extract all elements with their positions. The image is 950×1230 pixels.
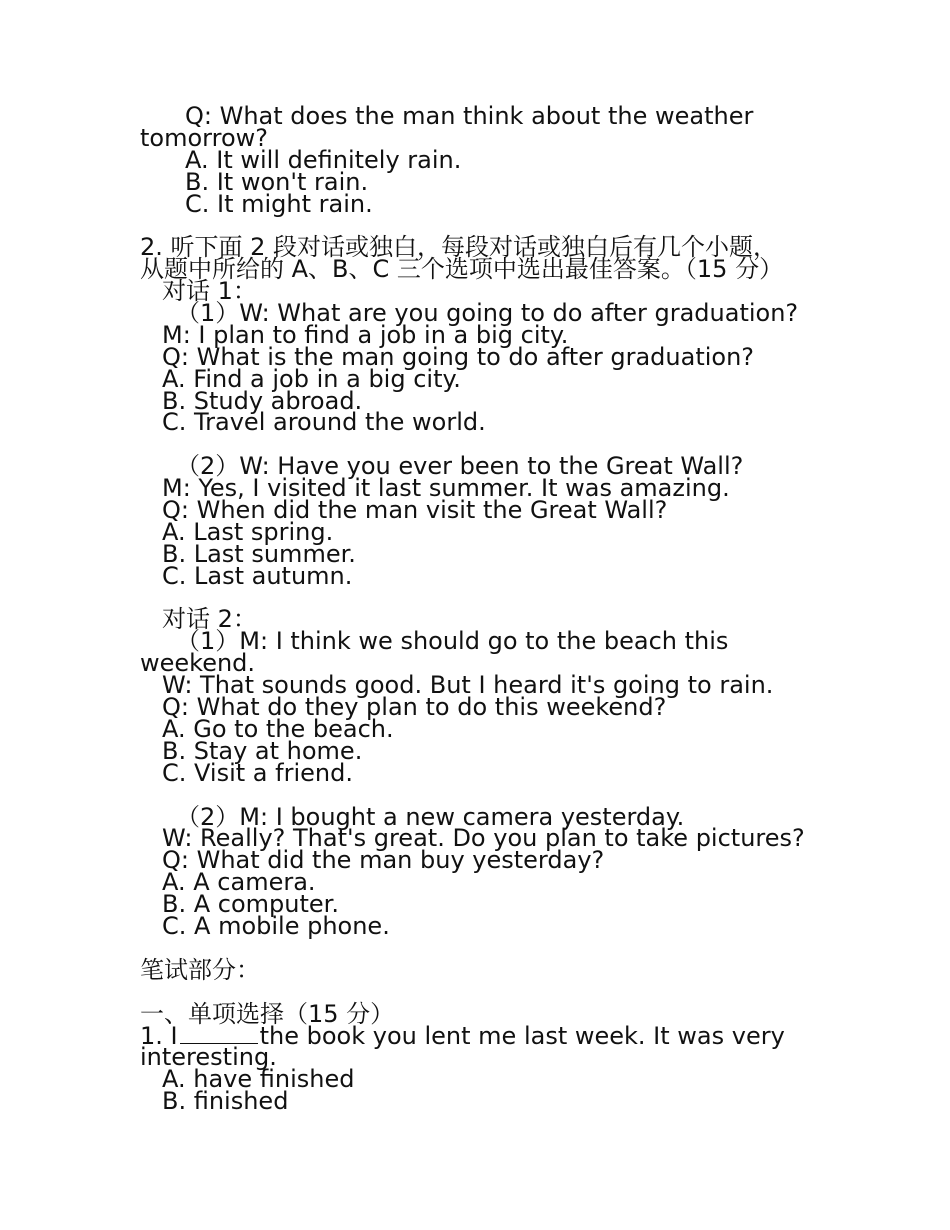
written-part-title: 笔试部分： (140, 955, 260, 984)
option-a: A. It will definitely rain. (185, 145, 462, 174)
option-c: C. Travel around the world. (162, 408, 486, 437)
option-c: C. Last autumn. (162, 561, 353, 590)
option-c: C. Visit a friend. (162, 758, 353, 787)
question-prefix: 1. I (140, 1022, 178, 1051)
option-c: C. A mobile phone. (162, 911, 390, 940)
option-b: B. Last summer. (162, 539, 356, 568)
section-heading: 2. 听下面 2 段对话或独白，每段对话或独白后有几个小题， (140, 233, 778, 262)
option-b: B. finished (162, 1087, 289, 1116)
answer-blank (180, 1025, 258, 1044)
question-text-cont: tomorrow? (140, 123, 268, 152)
option-b: B. Stay at home. (162, 736, 363, 765)
question-text: Q: What does the man think about the weather (185, 102, 754, 130)
option-a: A. Find a job in a big city. (162, 364, 461, 393)
dialog-line: （1）M: I think we should go to the beach this (176, 627, 729, 656)
question-suffix: the book you lent me last week. It was very (259, 1022, 785, 1051)
question-text: Q: What do they plan to do this weekend? (162, 693, 667, 722)
dialog-label: 对话 2： (162, 605, 257, 634)
dialog-line-cont: weekend. (140, 649, 256, 678)
option-a: A. have finished (162, 1065, 355, 1094)
question-1-cont: interesting. (140, 1043, 277, 1072)
document-page (140, 102, 805, 1116)
dialog-line: M: Yes, I visited it last summer. It was amazing. (162, 474, 730, 503)
question-text: Q: What is the man going to do after graduation? (162, 342, 755, 371)
dialog-label: 对话 1： (162, 277, 257, 306)
option-b: B. It won't rain. (185, 167, 369, 196)
dialog-line: （2）W: Have you ever been to the Great Wall? (176, 452, 744, 481)
option-b: B. A computer. (162, 890, 339, 919)
section-heading-cont: 从题中所给的 A、B、C 三个选项中选出最佳答案。（15 分） (140, 255, 784, 284)
option-a: A. Go to the beach. (162, 714, 394, 743)
dialog-line: M: I plan to find a job in a big city. (162, 320, 569, 349)
question-text: Q: When did the man visit the Great Wall? (162, 496, 668, 525)
part1-title: 一、单项选择（15 分） (140, 999, 395, 1028)
dialog-line: W: That sounds good. But I heard it's going to rain. (162, 671, 774, 700)
question-text: Q: What did the man buy yesterday? (162, 846, 605, 875)
option-a: A. Last spring. (162, 517, 334, 546)
option-b: B. Study abroad. (162, 386, 363, 415)
dialog-line: （1）W: What are you going to do after graduation? (176, 299, 799, 328)
option-c: C. It might rain. (185, 189, 373, 218)
option-a: A. A camera. (162, 868, 316, 897)
dialog-line: （2）M: I bought a new camera yesterday. (176, 802, 685, 831)
dialog-line: W: Really? That's great. Do you plan to take pictures? (162, 824, 805, 853)
